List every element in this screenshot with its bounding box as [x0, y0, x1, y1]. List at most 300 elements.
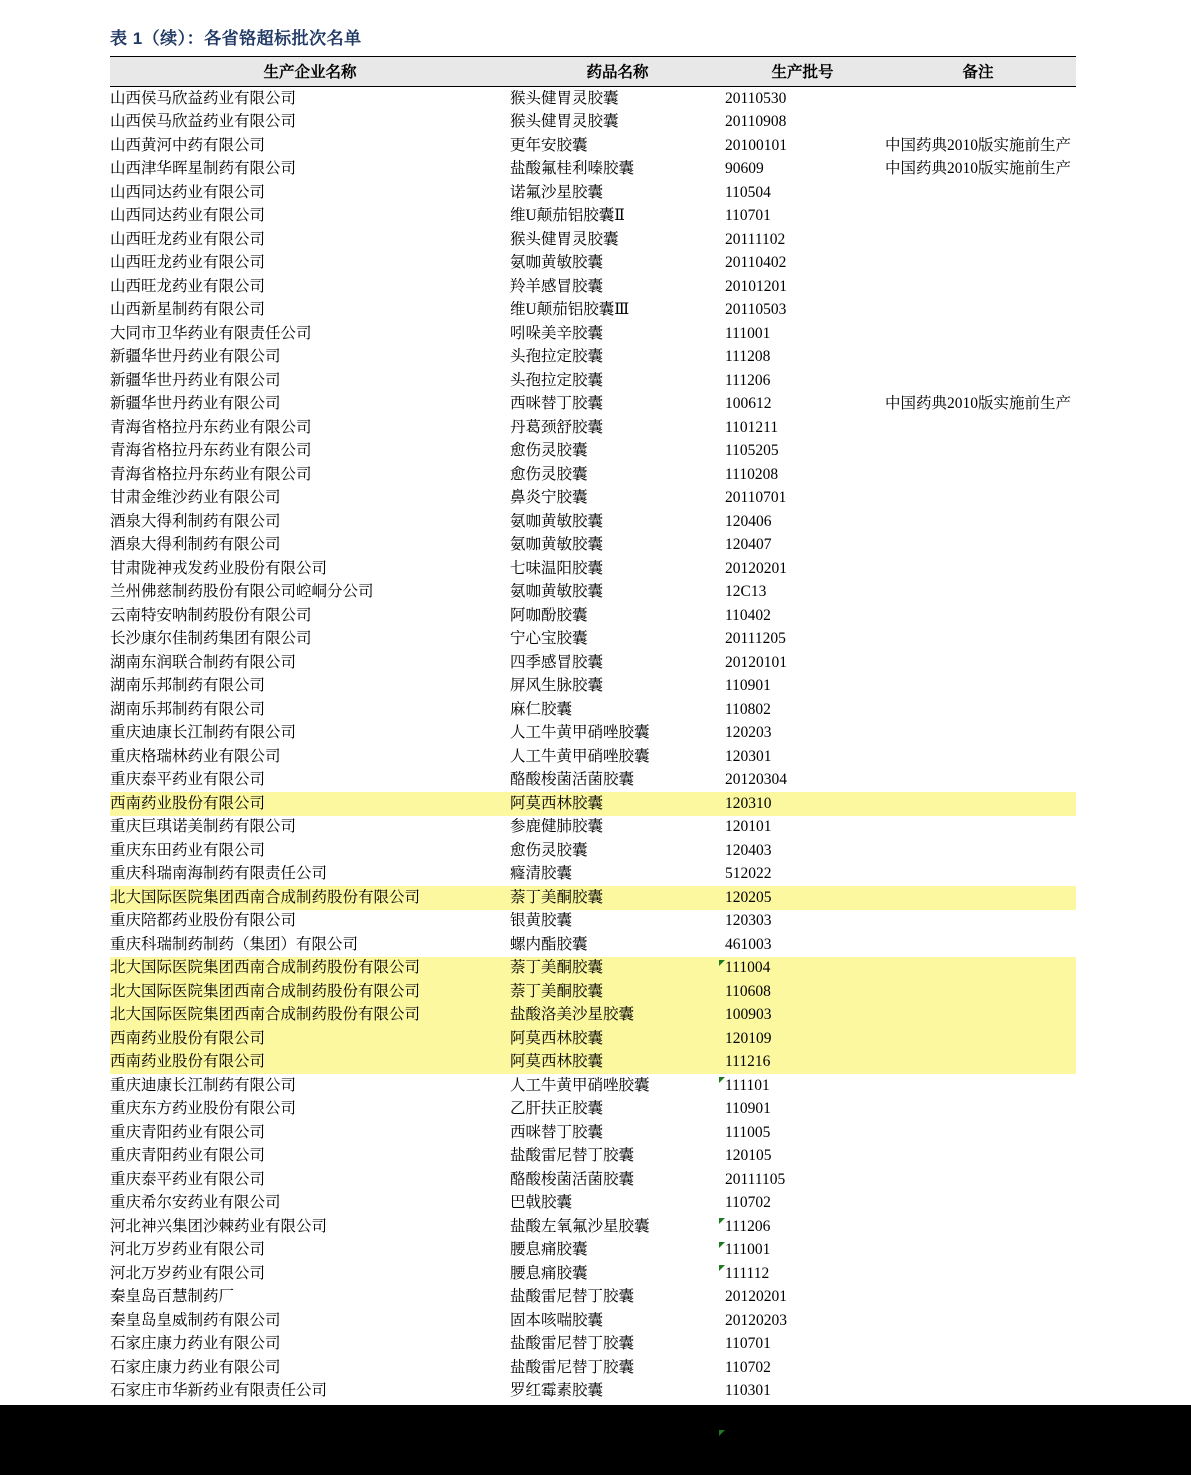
column-header-enterprise: 生产企业名称	[110, 57, 510, 87]
cell-note	[880, 87, 1076, 111]
table-row	[110, 698, 1076, 722]
cell-enterprise: 云南特安呐制药股份有限公司	[110, 606, 312, 624]
cell-drug: 愈伤灵胶囊	[510, 442, 588, 460]
cell-enterprise: 兰州佛慈制药股份有限公司崆峒分公司	[110, 583, 374, 601]
cell-lot-text: 90609	[725, 160, 764, 178]
cell-lot-text: 12C13	[725, 583, 767, 601]
cell-note	[880, 910, 1076, 934]
cell-lot-text: 110701	[725, 207, 771, 225]
cell-lot-text: 110504	[725, 183, 771, 201]
cell-lot-text: 20120203	[725, 1311, 787, 1329]
cell-enterprise: 重庆格瑞林药业有限公司	[110, 747, 281, 765]
cell-enterprise: 山西侯马欣益药业有限公司	[110, 89, 297, 107]
table-row	[110, 534, 1076, 558]
table-row	[110, 228, 1076, 252]
cell-drug: 盐酸洛美沙星胶囊	[510, 1004, 725, 1028]
cell-note	[880, 1027, 1076, 1051]
table-row	[110, 1356, 1076, 1380]
cell-enterprise: 大同市卫华药业有限责任公司	[110, 324, 312, 342]
cell-lot-text: 110701	[725, 1335, 771, 1353]
cell-lot	[725, 581, 880, 605]
cell-lot	[725, 839, 880, 863]
table-row	[110, 1098, 1076, 1122]
cell-lot	[725, 111, 880, 135]
cell-enterprise: 西南药业股份有限公司	[110, 1027, 510, 1051]
cell-note	[880, 510, 1076, 534]
cell-note	[880, 1309, 1076, 1333]
table-row	[110, 369, 1076, 393]
cell-lot	[725, 228, 880, 252]
table-row	[110, 957, 1076, 981]
cell-drug: 阿莫西林胶囊	[510, 792, 725, 816]
cell-drug: 羚羊感冒胶囊	[510, 277, 604, 295]
cell-lot-text: 20120304	[725, 771, 787, 789]
cell-enterprise: 石家庄市华新药业有限责任公司	[110, 1382, 328, 1400]
cell-lot	[725, 181, 880, 205]
table-row	[110, 1121, 1076, 1145]
cell-note	[880, 487, 1076, 511]
cell-lot-text: 120105	[725, 1147, 772, 1165]
cell-drug: 更年安胶囊	[510, 136, 588, 154]
cell-enterprise: 重庆迪康长江制药有限公司	[110, 1076, 297, 1094]
cell-enterprise: 甘肃金维沙药业有限公司	[110, 489, 281, 507]
column-header-lot: 生产批号	[725, 57, 880, 87]
cell-lot	[725, 1168, 880, 1192]
cell-lot-text: 20111105	[725, 1170, 786, 1188]
table-row	[110, 1403, 1076, 1427]
cell-drug: 参鹿健肺胶囊	[510, 818, 604, 836]
page-title: 表 1（续）：各省铬超标批次名单	[110, 29, 362, 48]
cell-note	[880, 675, 1076, 699]
cell-note	[880, 228, 1076, 252]
table-row	[110, 1450, 1076, 1474]
cell-enterprise: 河北万岁药业有限公司	[110, 1241, 266, 1259]
table-row	[110, 863, 1076, 887]
cell-enterprise: 山西同达药业有限公司	[110, 207, 266, 225]
cell-enterprise: 重庆泰平药业有限公司	[110, 771, 266, 789]
cell-note	[880, 698, 1076, 722]
cell-enterprise: 青海省格拉丹东药业有限公司	[110, 418, 312, 436]
cell-lot-text: 110702	[725, 1358, 771, 1376]
cell-note	[880, 1356, 1076, 1380]
cell-drug: 猴头健胃灵胶囊	[510, 230, 619, 248]
cell-lot-text: 111004	[725, 959, 771, 977]
cell-note	[880, 581, 1076, 605]
cell-enterprise: 重庆科瑞制药制药（集团）有限公司	[110, 935, 359, 953]
cell-lot	[725, 1051, 880, 1075]
cell-enterprise: 湖南乐邦制药有限公司	[110, 700, 266, 718]
cell-lot-text: 512022	[725, 865, 772, 883]
table-row	[110, 745, 1076, 769]
table-row	[110, 886, 1076, 910]
cell-drug: 麻仁胶囊	[510, 700, 573, 718]
cell-lot	[725, 346, 880, 370]
cell-lot-text: 111206	[725, 1217, 771, 1235]
cell-lot-text: 120403	[725, 841, 772, 859]
cell-lot	[725, 440, 880, 464]
cell-lot-text: 120407	[725, 536, 772, 554]
cell-lot	[725, 510, 880, 534]
cell-lot	[725, 1333, 880, 1357]
cell-enterprise: 河北康泰药业有限公司	[110, 1405, 266, 1423]
cell-lot	[725, 158, 880, 182]
cell-lot	[725, 393, 880, 417]
cell-lot-text: 110802	[725, 700, 771, 718]
column-header-drug: 药品名称	[510, 57, 725, 87]
cell-drug: 诺氟沙星胶囊	[510, 1405, 604, 1423]
cell-drug: 屏风生脉胶囊	[510, 677, 604, 695]
table-row	[110, 792, 1076, 816]
table-row	[110, 1074, 1076, 1098]
cell-lot-text: 20110503	[725, 301, 787, 319]
cell-lot-text: 20101201	[725, 277, 787, 295]
cell-lot	[725, 322, 880, 346]
table-row	[110, 134, 1076, 158]
cell-note	[880, 651, 1076, 675]
cell-drug: 宁心宝胶囊	[510, 630, 588, 648]
cell-lot-text: 120101	[725, 818, 772, 836]
cell-lot	[725, 816, 880, 840]
cell-enterprise: 重庆迪康长江制药有限公司	[110, 724, 297, 742]
cell-lot-text: 110702	[725, 1194, 771, 1212]
table-row	[110, 252, 1076, 276]
cell-drug: 氨咖黄敏胶囊	[510, 536, 604, 554]
cell-drug: 盐酸雷尼替丁胶囊	[510, 1335, 635, 1353]
cell-lot	[725, 675, 880, 699]
cell-drug: 腰息痛胶囊	[510, 1264, 588, 1282]
cell-enterprise: 邯郸市柏林药业有限公司	[110, 1429, 281, 1447]
comment-marker-icon	[719, 1265, 725, 1271]
cell-note	[880, 745, 1076, 769]
table-row	[110, 604, 1076, 628]
cell-drug: 萘丁美酮胶囊	[510, 980, 725, 1004]
cell-enterprise: 山西旺龙药业有限公司	[110, 254, 266, 272]
cell-lot	[725, 651, 880, 675]
cell-lot	[725, 1215, 880, 1239]
table-row	[110, 675, 1076, 699]
cell-lot	[725, 1239, 880, 1263]
cell-note	[880, 1380, 1076, 1404]
cell-drug: 酪酸梭菌活菌胶囊	[510, 771, 635, 789]
cell-lot-text: 120203	[725, 724, 772, 742]
cell-lot-text: 20111205	[725, 630, 786, 648]
table-row	[110, 463, 1076, 487]
cell-note	[880, 275, 1076, 299]
cell-note	[880, 416, 1076, 440]
cell-enterprise: 秦皇岛百慧制药厂	[110, 1288, 235, 1306]
cell-drug: 盐酸雷尼替丁胶囊	[510, 1288, 635, 1306]
cell-enterprise: 新疆华世丹药业有限公司	[110, 371, 281, 389]
table-row	[110, 346, 1076, 370]
cell-lot	[725, 557, 880, 581]
cell-note	[880, 604, 1076, 628]
cell-enterprise: 河北万岁药业有限公司	[110, 1264, 266, 1282]
cell-lot	[725, 134, 880, 158]
cell-drug: 罗红霉素胶囊	[510, 1382, 604, 1400]
table-row	[110, 181, 1076, 205]
cell-lot	[725, 1356, 880, 1380]
cell-drug: 阿咖酚胶囊	[510, 606, 588, 624]
cell-note: 中国药典2010版实施前生产	[884, 160, 1071, 178]
cell-lot	[725, 745, 880, 769]
cell-lot	[725, 1098, 880, 1122]
cell-lot	[725, 1145, 880, 1169]
cell-lot-text: 20111102	[725, 230, 786, 248]
cell-lot-text: 20120201	[725, 1288, 787, 1306]
cell-note	[880, 1333, 1076, 1357]
table-row	[110, 1427, 1076, 1451]
cell-note: 中国药典2010版实施前生产	[884, 1429, 1071, 1447]
table-body	[110, 87, 1076, 1474]
cell-lot-text: 111206	[725, 371, 771, 389]
cell-lot	[725, 933, 880, 957]
cell-drug: 盐酸雷尼替丁胶囊	[510, 1358, 635, 1376]
cell-lot-text: 12021001	[725, 1452, 787, 1470]
cell-lot-text: 20110701	[725, 489, 787, 507]
cell-enterprise: 甘肃陇神戎发药业股份有限公司	[110, 559, 328, 577]
cell-drug: 盐酸左氧氟沙星胶囊	[510, 1217, 650, 1235]
table-row	[110, 440, 1076, 464]
cell-note	[880, 1286, 1076, 1310]
cell-enterprise: 山西侯马欣益药业有限公司	[110, 113, 297, 131]
cell-enterprise: 重庆科瑞南海制药有限责任公司	[110, 865, 328, 883]
cell-lot	[725, 698, 880, 722]
cell-drug: 乙肝扶正胶囊	[510, 1100, 604, 1118]
cell-lot-text: 111216	[725, 1053, 771, 1071]
cell-lot	[725, 487, 880, 511]
cell-note	[880, 534, 1076, 558]
cell-drug: 西咪替丁胶囊	[510, 1123, 604, 1141]
comment-marker-icon	[719, 1077, 725, 1083]
cell-enterprise: 重庆东田药业有限公司	[110, 841, 266, 859]
cell-lot-text: 20120101	[725, 653, 787, 671]
cell-lot-text: 1105205	[725, 442, 779, 460]
cell-enterprise: 山西黄河中药有限公司	[110, 136, 266, 154]
cell-lot	[725, 252, 880, 276]
cell-lot	[725, 1074, 880, 1098]
table-row	[110, 322, 1076, 346]
cell-lot-text: 111001	[725, 1241, 771, 1259]
cell-lot	[725, 863, 880, 887]
cell-drug: 人工牛黄甲硝唑胶囊	[510, 1076, 650, 1094]
cell-lot	[725, 275, 880, 299]
table-row	[110, 1286, 1076, 1310]
cell-lot-text: 110901	[725, 1100, 771, 1118]
cell-enterprise: 湖南乐邦制药有限公司	[110, 677, 266, 695]
cell-enterprise: 北大国际医院集团西南合成制药股份有限公司	[110, 957, 510, 981]
cell-enterprise: 重庆巨琪诺美制药有限公司	[110, 818, 297, 836]
cell-note	[880, 463, 1076, 487]
table-row	[110, 299, 1076, 323]
cell-enterprise: 山西旺龙药业有限公司	[110, 277, 266, 295]
cell-note	[880, 1192, 1076, 1216]
cell-note	[880, 1215, 1076, 1239]
cell-drug: 腰息痛胶囊	[510, 1241, 588, 1259]
cell-enterprise: 重庆陪都药业股份有限公司	[110, 912, 297, 930]
cell-note	[880, 1403, 1076, 1427]
cell-note	[880, 839, 1076, 863]
cell-note	[880, 792, 1076, 816]
cell-drug: 丹葛颈舒胶囊	[510, 418, 604, 436]
cell-lot	[725, 1403, 880, 1427]
cell-lot	[725, 416, 880, 440]
cell-lot	[725, 1380, 880, 1404]
cell-lot	[725, 980, 880, 1004]
cell-note: 中国药典2010版实施前生产	[884, 395, 1071, 413]
comment-marker-icon	[719, 960, 725, 966]
cell-note	[880, 1004, 1076, 1028]
table-row	[110, 1239, 1076, 1263]
cell-lot	[725, 205, 880, 229]
cell-lot	[725, 628, 880, 652]
column-header-note: 备注	[880, 57, 1076, 87]
cell-enterprise: 重庆东方药业股份有限公司	[110, 1100, 297, 1118]
cell-note	[880, 1121, 1076, 1145]
cell-note	[880, 863, 1076, 887]
cell-note	[880, 181, 1076, 205]
cell-drug: 巴戟胶囊	[510, 1194, 573, 1212]
cell-lot	[725, 769, 880, 793]
comment-marker-icon	[719, 1242, 725, 1248]
table-row	[110, 722, 1076, 746]
cell-enterprise: 重庆希尔安药业有限公司	[110, 1194, 281, 1212]
cell-note	[880, 299, 1076, 323]
cell-enterprise: 西南药业股份有限公司	[110, 792, 510, 816]
cell-enterprise: 青海省格拉丹东药业有限公司	[110, 465, 312, 483]
cell-lot-text: 110705	[725, 1405, 771, 1423]
cell-enterprise: 石家庄康力药业有限公司	[110, 1358, 281, 1376]
cell-enterprise: 山西旺龙药业有限公司	[110, 230, 266, 248]
cell-drug: 奥美拉唑肠溶胶囊	[510, 1452, 635, 1470]
cell-enterprise: 重庆青阳药业有限公司	[110, 1147, 266, 1165]
cell-enterprise: 济南明鑫制药有限公司	[110, 1452, 266, 1470]
cell-drug: 猴头健胃灵胶囊	[510, 89, 619, 107]
cell-drug: 固本咳喘胶囊	[510, 1311, 604, 1329]
cell-enterprise: 酒泉大得利制药有限公司	[110, 512, 281, 530]
cell-lot-text: 110402	[725, 606, 771, 624]
cell-drug: 阿莫西林胶囊	[510, 1027, 725, 1051]
cell-drug: 吲哚美辛胶囊	[510, 324, 604, 342]
cell-lot	[725, 87, 880, 111]
cell-lot-text: 20100101	[725, 136, 787, 154]
cell-enterprise: 酒泉大得利制药有限公司	[110, 536, 281, 554]
table-row	[110, 275, 1076, 299]
cell-note	[880, 722, 1076, 746]
cell-enterprise: 山西同达药业有限公司	[110, 183, 266, 201]
table-row	[110, 839, 1076, 863]
cell-lot-text: 1101211	[725, 418, 779, 436]
cell-note: 中国药典2010版实施前生产	[884, 136, 1071, 154]
cell-note	[880, 252, 1076, 276]
cell-note	[880, 346, 1076, 370]
cell-drug: 西咪替丁胶囊	[510, 395, 604, 413]
table-row	[110, 769, 1076, 793]
cell-lot	[725, 886, 880, 910]
cell-enterprise: 北大国际医院集团西南合成制药股份有限公司	[110, 1004, 510, 1028]
table-row	[110, 816, 1076, 840]
cell-lot-text: 120303	[725, 912, 772, 930]
cell-lot	[725, 1309, 880, 1333]
cell-enterprise: 青海省格拉丹东药业有限公司	[110, 442, 312, 460]
table-row	[110, 1380, 1076, 1404]
comment-marker-icon	[719, 1218, 725, 1224]
cell-lot-text: 20110402	[725, 254, 787, 272]
cell-enterprise: 新疆华世丹药业有限公司	[110, 395, 281, 413]
cell-drug: 愈伤灵胶囊	[510, 465, 588, 483]
cell-lot-text: 111208	[725, 348, 771, 366]
cell-enterprise: 山西津华晖星制药有限公司	[110, 160, 297, 178]
cell-lot	[725, 722, 880, 746]
cell-note	[880, 1098, 1076, 1122]
cell-lot-text: 110301	[725, 1382, 771, 1400]
cell-drug: 维U颠茄铝胶囊Ⅲ	[510, 301, 630, 319]
cell-note	[880, 628, 1076, 652]
cell-lot	[725, 299, 880, 323]
table-row	[110, 1309, 1076, 1333]
cell-lot-text: 111001	[725, 324, 771, 342]
cell-drug: 盐酸雷尼替丁胶囊	[510, 1147, 635, 1165]
cell-drug: 七味温阳胶囊	[510, 559, 604, 577]
cell-note	[880, 205, 1076, 229]
cell-lot-text: 120301	[725, 747, 772, 765]
table-row	[110, 111, 1076, 135]
cell-drug: 人工牛黄甲硝唑胶囊	[510, 1429, 650, 1447]
cell-drug: 四季感冒胶囊	[510, 653, 604, 671]
cell-lot-text: 20110908	[725, 113, 787, 131]
cell-lot-text: 111005	[725, 1123, 771, 1141]
cell-enterprise: 石家庄康力药业有限公司	[110, 1335, 281, 1353]
table-row	[110, 628, 1076, 652]
cell-lot	[725, 1427, 880, 1451]
table-row	[110, 1027, 1076, 1051]
table-row	[110, 1051, 1076, 1075]
cell-note	[880, 1168, 1076, 1192]
table-row	[110, 933, 1076, 957]
cell-lot	[725, 604, 880, 628]
cell-drug: 萘丁美酮胶囊	[510, 886, 725, 910]
cell-note	[880, 111, 1076, 135]
table-row	[110, 910, 1076, 934]
cell-drug: 癃清胶囊	[510, 865, 573, 883]
cell-note	[880, 1074, 1076, 1098]
table-row	[110, 1004, 1076, 1028]
drug-batch-table-container	[110, 56, 1076, 1474]
cell-lot-text: 120205	[725, 888, 772, 906]
cell-lot-text: 120310	[725, 794, 772, 812]
table-row	[110, 205, 1076, 229]
table-row	[110, 557, 1076, 581]
cell-enterprise: 秦皇岛皇威制药有限公司	[110, 1311, 281, 1329]
table-row	[110, 1192, 1076, 1216]
cell-note	[880, 886, 1076, 910]
table-row	[110, 1145, 1076, 1169]
table-row	[110, 487, 1076, 511]
table-row	[110, 1262, 1076, 1286]
table-row	[110, 510, 1076, 534]
cell-drug: 氨咖黄敏胶囊	[510, 512, 604, 530]
cell-lot-text: 120406	[725, 512, 772, 530]
cell-drug: 银黄胶囊	[510, 912, 573, 930]
cell-enterprise: 新疆华世丹药业有限公司	[110, 348, 281, 366]
cell-note	[880, 1262, 1076, 1286]
cell-enterprise: 北大国际医院集团西南合成制药股份有限公司	[110, 886, 510, 910]
cell-lot	[725, 463, 880, 487]
cell-lot	[725, 1004, 880, 1028]
cell-note	[880, 957, 1076, 981]
table-row	[110, 1215, 1076, 1239]
cell-enterprise: 重庆青阳药业有限公司	[110, 1123, 266, 1141]
cell-drug: 螺内酯胶囊	[510, 935, 588, 953]
